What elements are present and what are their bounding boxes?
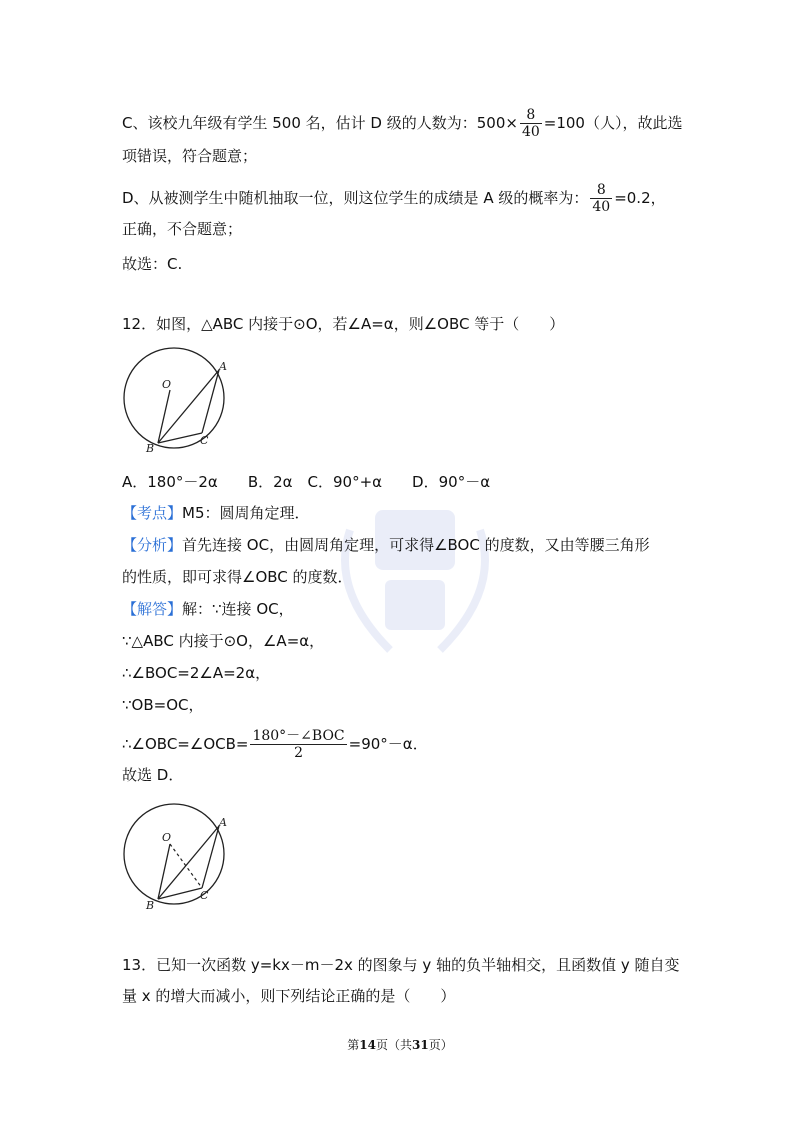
q12-fenxi-line1: 【分析】首先连接 OC，由圆周角定理，可求得∠BOC 的度数，又由等腰三角形 (122, 536, 650, 554)
q12-step4: ∴∠OBC=∠OCB= $\frac{\text{180°－∠BOC}}{2}$ =90°－α． (122, 728, 428, 761)
q12-step3: ∵OB=OC， (122, 696, 204, 714)
q12-answer: 故选 D． (122, 766, 184, 784)
q12-figure (118, 344, 228, 454)
segment-ob (158, 844, 170, 899)
label-o: O (162, 378, 172, 391)
q12-fenxi-line2: 的性质，即可求得∠OBC 的度数． (122, 568, 353, 586)
label-b: B (146, 899, 155, 912)
q11-answer: 故选：C. (122, 255, 183, 273)
q11-option-c-line1: C、该校九年级有学生 500 名，估计 D 级的人数为：500× $\frac{8}{40}$ =100（人），故此选 (122, 107, 683, 140)
q13-line1: 13．已知一次函数 y=kx－m－2x 的图象与 y 轴的负半轴相交，且函数值 y 随自变 (122, 956, 680, 974)
segment-bc (158, 888, 202, 899)
label-o: O (162, 831, 172, 844)
q12-jieda: 【解答】解：∵连接 OC， (122, 600, 294, 618)
q13-line2: 量 x 的增大而减小，则下列结论正确的是（ ） (122, 987, 456, 1005)
label-c: C (200, 434, 209, 447)
page-footer: 第14页（共31页） (347, 1038, 453, 1052)
q12-solution-figure (118, 800, 228, 912)
q11-option-d-line2: 正确，不合题意； (122, 220, 243, 238)
q12-kaodian: 【考点】M5：圆周角定理． (122, 504, 310, 522)
fraction: $\frac{8}{40}$ (592, 182, 611, 215)
q12-stem: 12．如图，△ABC 内接于⊙O，若∠A=α，则∠OBC 等于（ ） (122, 315, 565, 333)
label-a: A (219, 816, 227, 829)
fraction: $\frac{8}{40}$ (521, 107, 540, 140)
circle-o (124, 348, 224, 448)
page-number: 14 (359, 1038, 376, 1052)
label-c: C (200, 889, 209, 902)
q11-option-d-line1: D、从被测学生中随机抽取一位，则这位学生的成绩是 A 级的概率为： $\frac{8}{40}$ =0.2， (122, 182, 666, 215)
label-b: B (146, 442, 155, 454)
page-total: 31 (412, 1038, 429, 1052)
label-a: A (219, 360, 227, 373)
q12-step1: ∵△ABC 内接于⊙O，∠A=α， (122, 632, 325, 650)
q11-option-c-line2: 项错误，符合题意； (122, 147, 258, 165)
fraction: $\frac{\text{180°－∠BOC}}{2}$ (252, 728, 345, 761)
q12-options: A．180°－2α B．2α C．90°+α D．90°－α (122, 473, 491, 491)
watermark-logo (330, 470, 500, 670)
q12-step2: ∴∠BOC=2∠A=2α， (122, 664, 271, 682)
circle-o (124, 804, 224, 904)
